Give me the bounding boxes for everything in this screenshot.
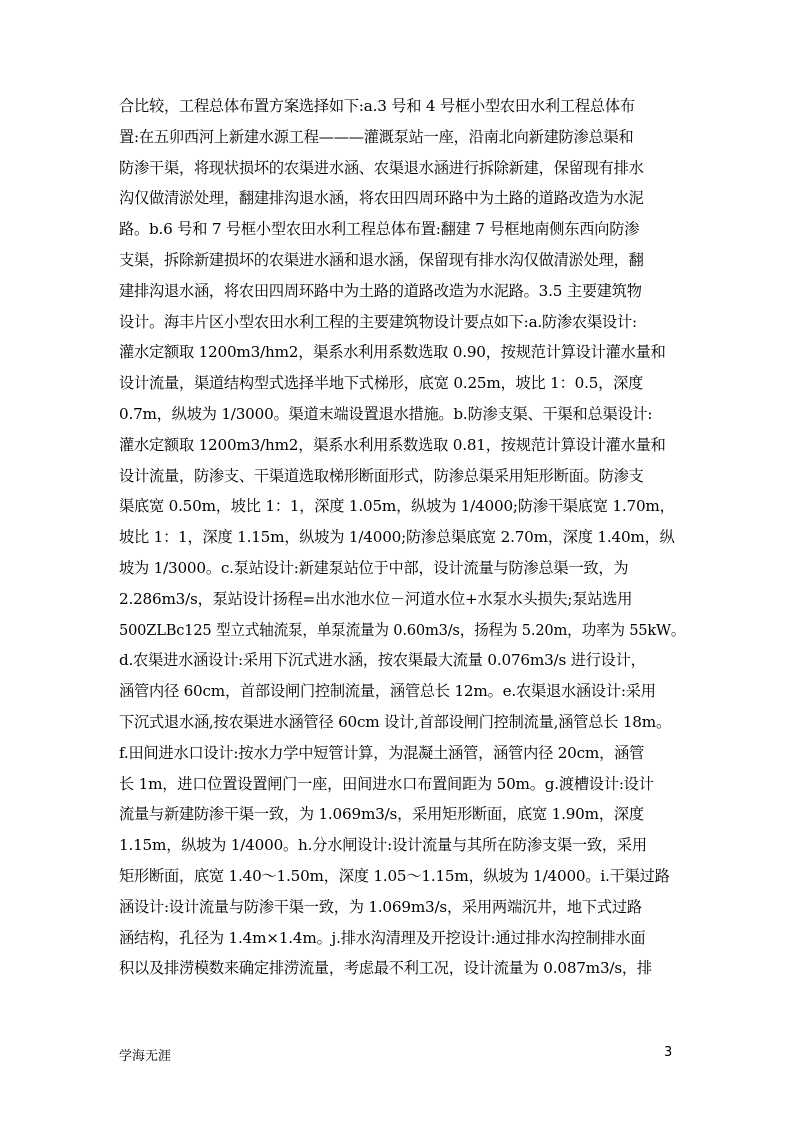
- text-line: 沟仅做清淤处理，翻建排沟退水涵，将农田四周环路中为土路的道路改造为水泥: [119, 189, 644, 208]
- text-line: 路。b.6 号和 7 号框小型农田水利工程总体布置:翻建 7 号框地南侧东西向防渗: [119, 220, 640, 239]
- text-line: 设计流量，渠道结构型式选择半地下式梯形，底宽 0.25m，坡比 1：0.5，深度: [119, 374, 644, 393]
- text-line: 0.7m，纵坡为 1/3000。渠道末端设置退水措施。b.防渗支渠、干渠和总渠设计:: [119, 404, 653, 423]
- page-number: 3: [664, 1045, 673, 1060]
- text-line: 2.286m3/s，泵站设计扬程=出水池水位－河道水位+水泵水头损失;泵站选用: [119, 589, 633, 608]
- text-line: 涵设计:设计流量与防渗干渠一致，为 1.069m3/s，采用两端沉井，地下式过路: [119, 897, 642, 916]
- text-line: 设计流量，防渗支、干渠道选取梯形断面形式，防渗总渠采用矩形断面。防渗支: [119, 466, 644, 485]
- text-line: 置:在五卯西河上新建水源工程———灌溉泵站一座，沿南北向新建防渗总渠和: [119, 127, 634, 146]
- footer-title: 学海无涯: [119, 1049, 172, 1064]
- text-line: 下沉式退水涵,按农渠进水涵管径 60cm 设计,首部设闸门控制流量,涵管总长 18m。: [119, 712, 671, 731]
- text-line: 1.15m，纵坡为 1/4000。h.分水闸设计:设计流量与其所在防渗支渠一致，采用: [119, 836, 647, 855]
- text-line: 防渗干渠，将现状损坏的农渠进水涵、农渠退水涵进行拆除新建，保留现有排水: [119, 158, 644, 177]
- text-line: 涵管内径 60cm，首部设闸门控制流量，涵管总长 12m。e.农渠退水涵设计:采用: [119, 682, 656, 701]
- text-line: d.农渠进水涵设计:采用下沉式进水涵，按农渠最大流量 0.076m3/s 进行设计，: [119, 651, 646, 670]
- text-line: 涵结构，孔径为 1.4m×1.4m。j.排水沟清理及开挖设计:通过排水沟控制排水面: [119, 928, 646, 947]
- text-line: 流量与新建防渗干渠一致，为 1.069m3/s，采用矩形断面，底宽 1.90m，深度: [119, 805, 644, 824]
- text-line: 坡比 1：1，深度 1.15m，纵坡为 1/4000;防渗总渠底宽 2.70m，深度 1.40m，纵: [119, 528, 675, 547]
- body-paragraph: [119, 91, 685, 984]
- text-line: 合比较，工程总体布置方案选择如下:a.3 号和 4 号框小型农田水利工程总体布: [119, 97, 635, 115]
- text-line: 矩形断面，底宽 1.40～1.50m，深度 1.05～1.15m，纵坡为 1/4000。i.干渠过路: [119, 866, 670, 885]
- text-line: 500ZLBc125 型立式轴流泵，单泵流量为 0.60m3/s，扬程为 5.20m，功率为 55kW。: [119, 620, 686, 639]
- text-line: 设计。海丰片区小型农田水利工程的主要建筑物设计要点如下:a.防渗农渠设计:: [119, 312, 637, 331]
- text-line: 建排沟退水涵，将农田四周环路中为土路的道路改造为水泥路。3.5 主要建筑物: [119, 281, 642, 300]
- text-line: 灌水定额取 1200m3/hm2，渠系水利用系数选取 0.90，按规范计算设计灌水量和: [119, 343, 666, 362]
- text-line: 积以及排涝模数来确定排涝流量，考虑最不利工况，设计流量为 0.087m3/s，排: [119, 959, 652, 978]
- text-line: f.田间进水口设计:按水力学中短管计算，为混凝土涵管，涵管内径 20cm，涵管: [119, 743, 645, 762]
- text-line: 渠底宽 0.50m，坡比 1：1，深度 1.05m，纵坡为 1/4000;防渗干渠底宽 1.70m，: [119, 497, 675, 516]
- text-line: 坡为 1/3000。c.泵站设计:新建泵站位于中部，设计流量与防渗总渠一致，为: [119, 558, 629, 577]
- text-line: 灌水定额取 1200m3/hm2，渠系水利用系数选取 0.81，按规范计算设计灌水量和: [119, 435, 666, 454]
- text-line: 支渠，拆除新建损坏的农渠进水涵和退水涵，保留现有排水沟仅做清淤处理，翻: [119, 250, 644, 269]
- text-line: 长 1m，进口位置设置闸门一座，田间进水口布置间距为 50m。g.渡槽设计:设计: [119, 774, 654, 793]
